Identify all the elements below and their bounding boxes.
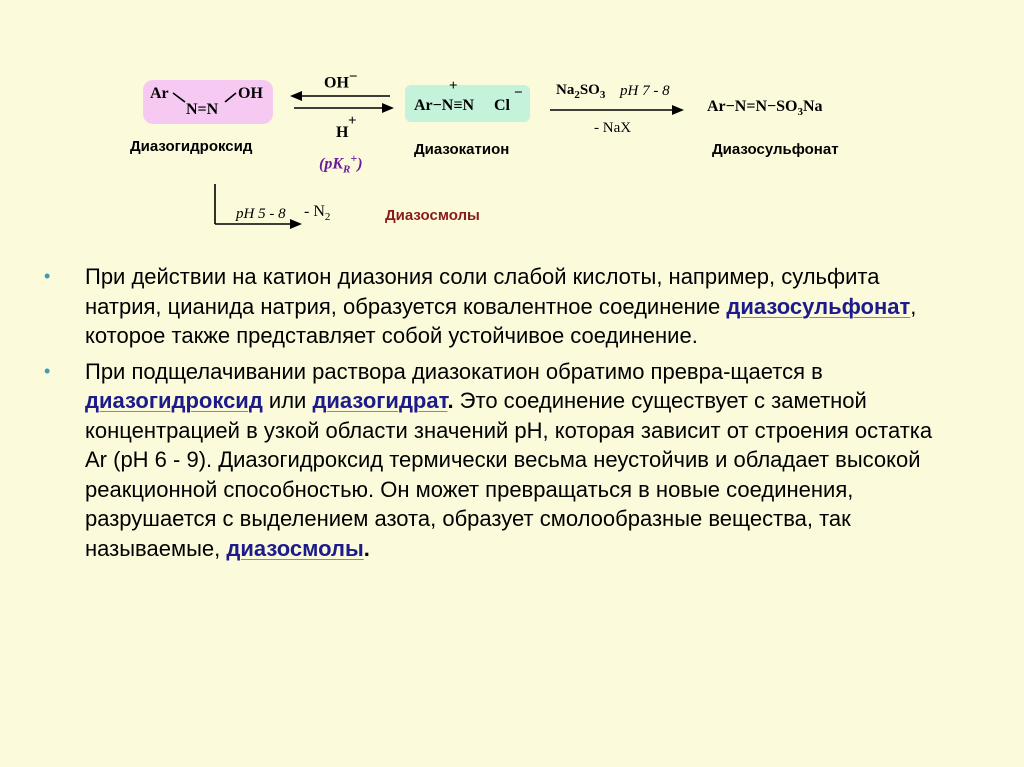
- sulfite-condition: pH 7 - 8: [620, 83, 670, 99]
- hydroxide-ar: Ar: [150, 85, 169, 102]
- bullet-list: [40, 262, 960, 569]
- resin-byproduct: - $N_2$: [304, 203, 331, 223]
- diazocation-label: Диазокатион: [414, 141, 510, 158]
- bullet-item: • При действии на катион диазония соли слабой кислоты, например, сульфита натрия, цианида натрия, образуется ковалентное соединение диазосульфонат, которое также представляет собой устойчивое соединение.: [44, 264, 917, 348]
- sulfite-byproduct: - NaX: [594, 120, 632, 136]
- cation-anion-charge: −: [514, 85, 523, 101]
- diazosulfonate-label: Диазосульфонат: [712, 141, 839, 158]
- diazohydroxide-label: Диазогидроксид: [130, 138, 253, 155]
- eq-top-reagent: OH−: [324, 69, 358, 92]
- sulfite-reagent: $Na_2SO_3$: [556, 82, 606, 101]
- hydroxide-oh: OH: [238, 85, 263, 102]
- resin-condition: pH 5 - 8: [236, 206, 286, 222]
- hydroxide-nn: N=N: [186, 101, 219, 118]
- eq-bottom-charge: +: [348, 113, 357, 129]
- hydroxide-bonds: [170, 90, 250, 110]
- eq-bottom-reagent: H: [336, 124, 349, 141]
- term-diazohydroxide: диазогидроксид: [85, 388, 263, 413]
- diazoresin-label: Диазосмолы: [385, 207, 480, 224]
- sulfonate-formula: $Ar-N=N-SO_3Na$: [707, 98, 823, 118]
- bullet-dot: •: [44, 360, 51, 381]
- cation-formula: Ar−N≡N: [414, 97, 474, 114]
- term-diazohydrate: диазогидрат: [312, 388, 448, 413]
- term-diazoresins: диазосмолы: [226, 535, 364, 561]
- term-diazosulfonate: диазосульфонат: [726, 293, 911, 319]
- bullet-item: • При подщелачивании раствора диазокатион обратимо превра-щается в диазогидроксид или диазогидрат. Это соединение существует с заметной концентрацией в узкой области значений pH, которая зависит от строения остатка Ar (pH 6 - 9). Диазогидроксид термически весьма неустойчив и обладает высокой реакционной способностью. Он может превращаться в новые соединения, разрушается с выделением азота, образует смолообразные вещества, так называемые, диазосмолы.: [44, 358, 933, 561]
- pk-value: $(pK_R^+)$: [319, 151, 363, 176]
- equilibrium-arrows: [288, 90, 398, 114]
- sulfite-arrow: [548, 103, 688, 117]
- bullet-dot: •: [44, 266, 51, 286]
- cation-charge: +: [449, 78, 458, 94]
- cation-anion: Cl: [494, 97, 510, 114]
